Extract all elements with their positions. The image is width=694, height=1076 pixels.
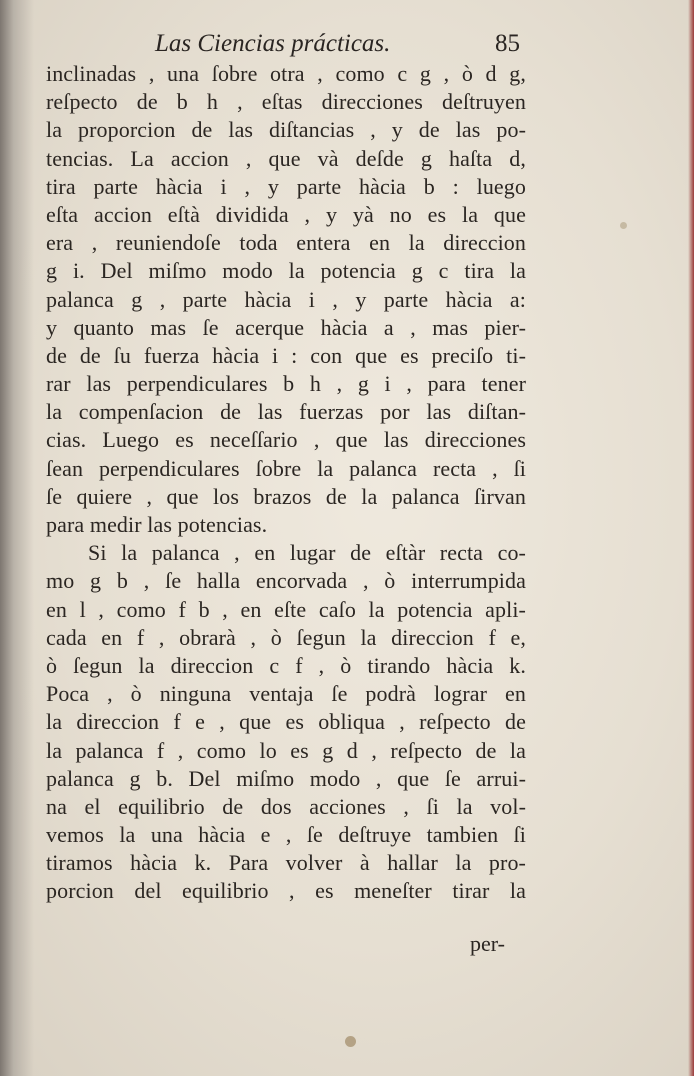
text-line: vemos la una hàcia e , ſe deſtruye tambien ſi <box>46 822 526 848</box>
text-line: ſean perpendiculares ſobre la palanca recta , ſi <box>46 455 526 481</box>
paragraph-end-line: para medir las potencias. <box>46 512 268 537</box>
gutter-shadow <box>0 0 34 1076</box>
text-line: palanca g b. Del miſmo modo , que ſe arrui- <box>46 765 526 791</box>
text-line: reſpecto de b h , eſtas direcciones deſtruyen <box>46 89 526 115</box>
text-line: la compenſacion de las fuerzas por las diſtan- <box>46 399 526 425</box>
text-line: la proporcion de las diſtancias , y de las po- <box>46 117 526 143</box>
text-line: en l , como f b , en eſte caſo la potencia apli- <box>46 596 526 622</box>
text-line: la palanca f , como lo es g d , reſpecto de la <box>46 737 526 763</box>
text-line: na el equilibrio de dos acciones , ſi la vol- <box>46 793 526 819</box>
text-line: Poca , ò ninguna ventaja ſe podrà lograr en <box>46 681 526 707</box>
text-line: la direccion f e , que es obliqua , reſpecto de <box>46 709 526 735</box>
text-line: eſta accion eſtà dividida , y yà no es la que <box>46 201 526 227</box>
text-line: mo g b , ſe halla encorvada , ò interrumpida <box>46 568 526 594</box>
text-line: tencias. La accion , que và deſde g haſta d, <box>46 145 526 171</box>
text-line: de de ſu fuerza hàcia i : con que es preciſo ti- <box>46 342 526 368</box>
text-line: porcion del equilibrio , es meneſter tirar la <box>46 878 526 904</box>
text-line: ſe quiere , que los brazos de la palanca ſirvan <box>46 483 526 509</box>
catchword: per- <box>470 931 505 956</box>
text-line: tira parte hàcia i , y parte hàcia b : luego <box>46 173 526 199</box>
text-line: ò ſegun la direccion c f , ò tirando hàcia k. <box>46 652 526 678</box>
text-line: era , reuniendoſe toda entera en la direccion <box>46 230 526 256</box>
page-number: 85 <box>495 30 520 57</box>
text-line: rar las perpendiculares b h , g i , para tener <box>46 371 526 397</box>
text-line: tiramos hàcia k. Para volver à hallar la pro- <box>46 850 526 876</box>
page-header <box>155 30 520 62</box>
text-line: inclinadas , una ſobre otra , como c g , ò d g, <box>46 61 526 86</box>
text-line: palanca g , parte hàcia i , y parte hàcia a: <box>46 286 526 312</box>
paper-spot <box>345 1036 356 1047</box>
body-text <box>46 60 526 906</box>
text-line: cias. Luego es neceſſario , que las direcciones <box>46 427 526 453</box>
text-line: cada en f , obrarà , ò ſegun la direccion f e, <box>46 624 526 650</box>
paragraph-start-line: Si la palanca , en lugar de eſtàr recta co- <box>88 540 526 566</box>
page-edge <box>688 0 694 1076</box>
running-head: Las Ciencias prácticas. <box>155 30 391 57</box>
paper-spot <box>620 222 627 229</box>
text-line: g i. Del miſmo modo la potencia g c tira la <box>46 258 526 284</box>
text-line: y quanto mas ſe acerque hàcia a , mas pier- <box>46 314 526 340</box>
